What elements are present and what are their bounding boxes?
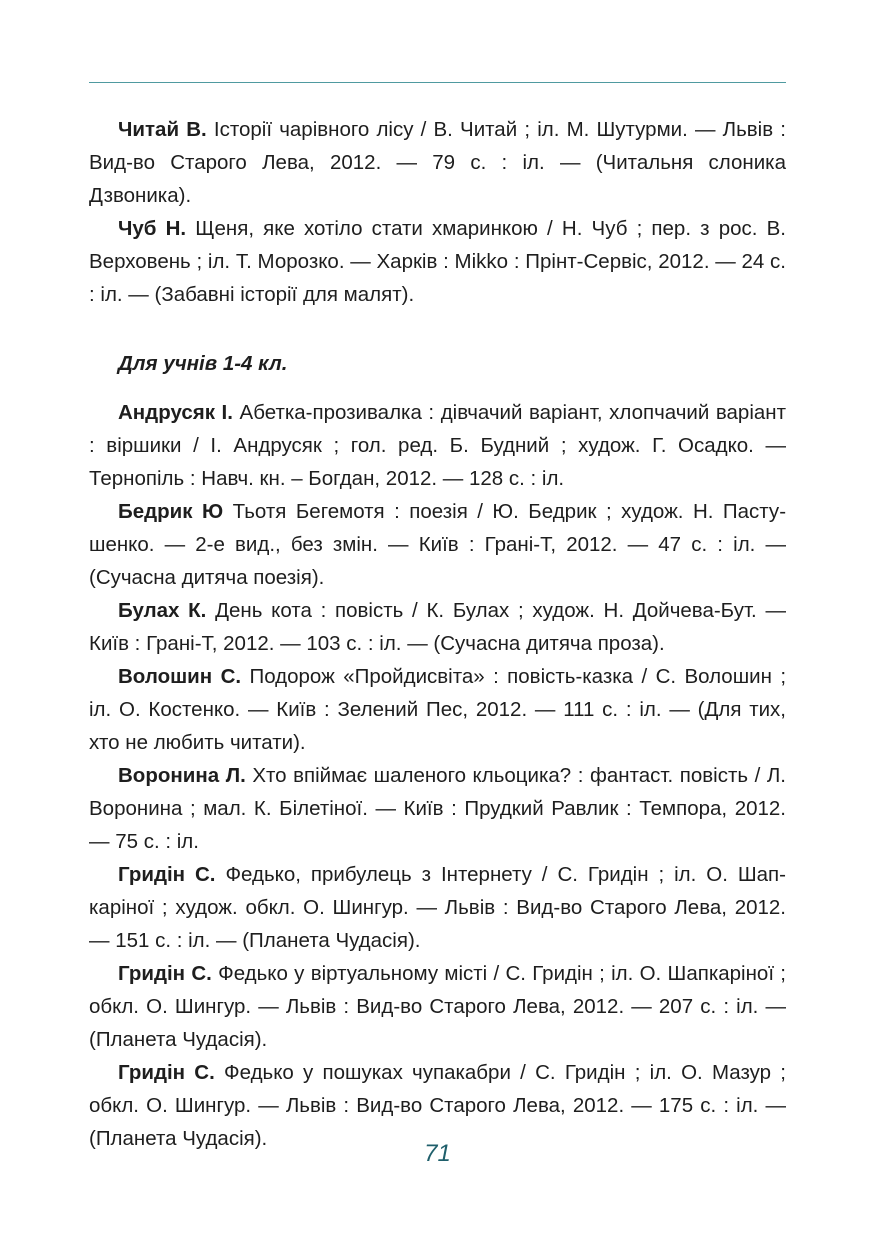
entry-author: Читай В. (118, 118, 207, 141)
entry-author: Волошин С. (118, 665, 242, 688)
entry-text: Історії чарівного лісу / В. Читай ; іл. М. Шутурми. — Львів : Вид-во Старого Лева, 2012. — 79 с. : іл. — (Читальня слоника Дзвоника). (89, 118, 786, 207)
entry-text: Тьотя Бегемотя : поезія / Ю. Бедрик ; худож. Н. Пастушенко. — 2-е вид., без змін. — Київ : Грані-Т, 2012. — 47 с. : іл. — (Сучасна дитяча поезія). (89, 500, 787, 589)
page-content (89, 113, 786, 1155)
bibliography-entry (89, 957, 786, 1056)
bibliography-entry (89, 212, 786, 311)
entry-text: Подорож «Пройдисвіта» : повість-казка / С. Волошин ; іл. О. Костенко. — Київ : Зелений Пес, 2012. — 111 с. : іл. — (Для тих, хто не любить читати). (89, 665, 787, 754)
entry-text: Федько у віртуальному місті / С. Гридін ; іл. О. Шапкаріної ; обкл. О. Шингур. — Львів : Вид-во Старого Лева, 2012. — 207 с. : іл. — (Планета Чудасія). (89, 962, 786, 1051)
bibliography-entry (89, 396, 786, 495)
entry-text: Хто впіймає шаленого кльоцика? : фантаст. повість / Л. Воронина ; мал. К. Білетіної. — Київ : Прудкий Равлик : Темпора, 2012. — 75 с. : іл. (89, 764, 786, 853)
entry-author: Гридін С. (118, 1061, 215, 1084)
bibliography-entry (89, 858, 786, 957)
entry-author: Бедрик Ю (118, 500, 224, 523)
entry-author: Гридін С. (118, 962, 212, 985)
entry-author: Чуб Н. (118, 217, 187, 240)
entry-text: Федько, прибулець з Інтернету / С. Гридін ; іл. О. Шапкаріної ; худож. обкл. О. Шингур. — Львів : Вид-во Старого Лева, 2012. — 151 с. : іл. — (Планета Чудасія). (89, 863, 786, 952)
entry-text: День кота : повість / К. Булах ; худож. Н. Дойчева-Бут. — Київ : Грані-Т, 2012. — 103 с. : іл. — (Сучасна дитяча проза). (89, 599, 786, 655)
bibliography-entry (89, 759, 786, 858)
bibliography-entry (89, 660, 786, 759)
entry-text: Щеня, яке хотіло стати хмаринкою / Н. Чуб ; пер. з рос. В. Верховень ; іл. Т. Морозко. — Харків : Mikko : Прінт-Сервіс, 2012. — 24 с. : іл. — (Забавні історії для малят). (89, 217, 786, 306)
entry-author: Гридін С. (118, 863, 216, 886)
bibliography-entry (89, 594, 786, 660)
bibliography-entry (89, 113, 786, 212)
entry-author: Воронина Л. (118, 764, 246, 787)
header-rule (89, 82, 786, 83)
section-heading: Для учнів 1-4 кл. (118, 352, 288, 375)
entry-author: Андрусяк І. (118, 401, 233, 424)
entry-text: Федько у пошуках чупакабри / С. Гридін ; іл. О. Мазур ; обкл. О. Шингур. — Львів : Вид-во Старого Лева, 2012. — 175 с. : іл. — (Планета Чудасія). (89, 1061, 786, 1150)
entry-text: Абетка-прозивалка : дівчачий варіант, хлопчачий варіант : віршики / І. Андрусяк ; гол. ред. Б. Будний ; худож. Г. Осадко. — Тернопіль : Навч. кн. – Богдан, 2012. — 128 с. : іл. (89, 401, 786, 490)
entry-author: Булах К. (118, 599, 207, 622)
page-number: 71 (424, 1140, 451, 1167)
bibliography-entry (89, 495, 786, 594)
